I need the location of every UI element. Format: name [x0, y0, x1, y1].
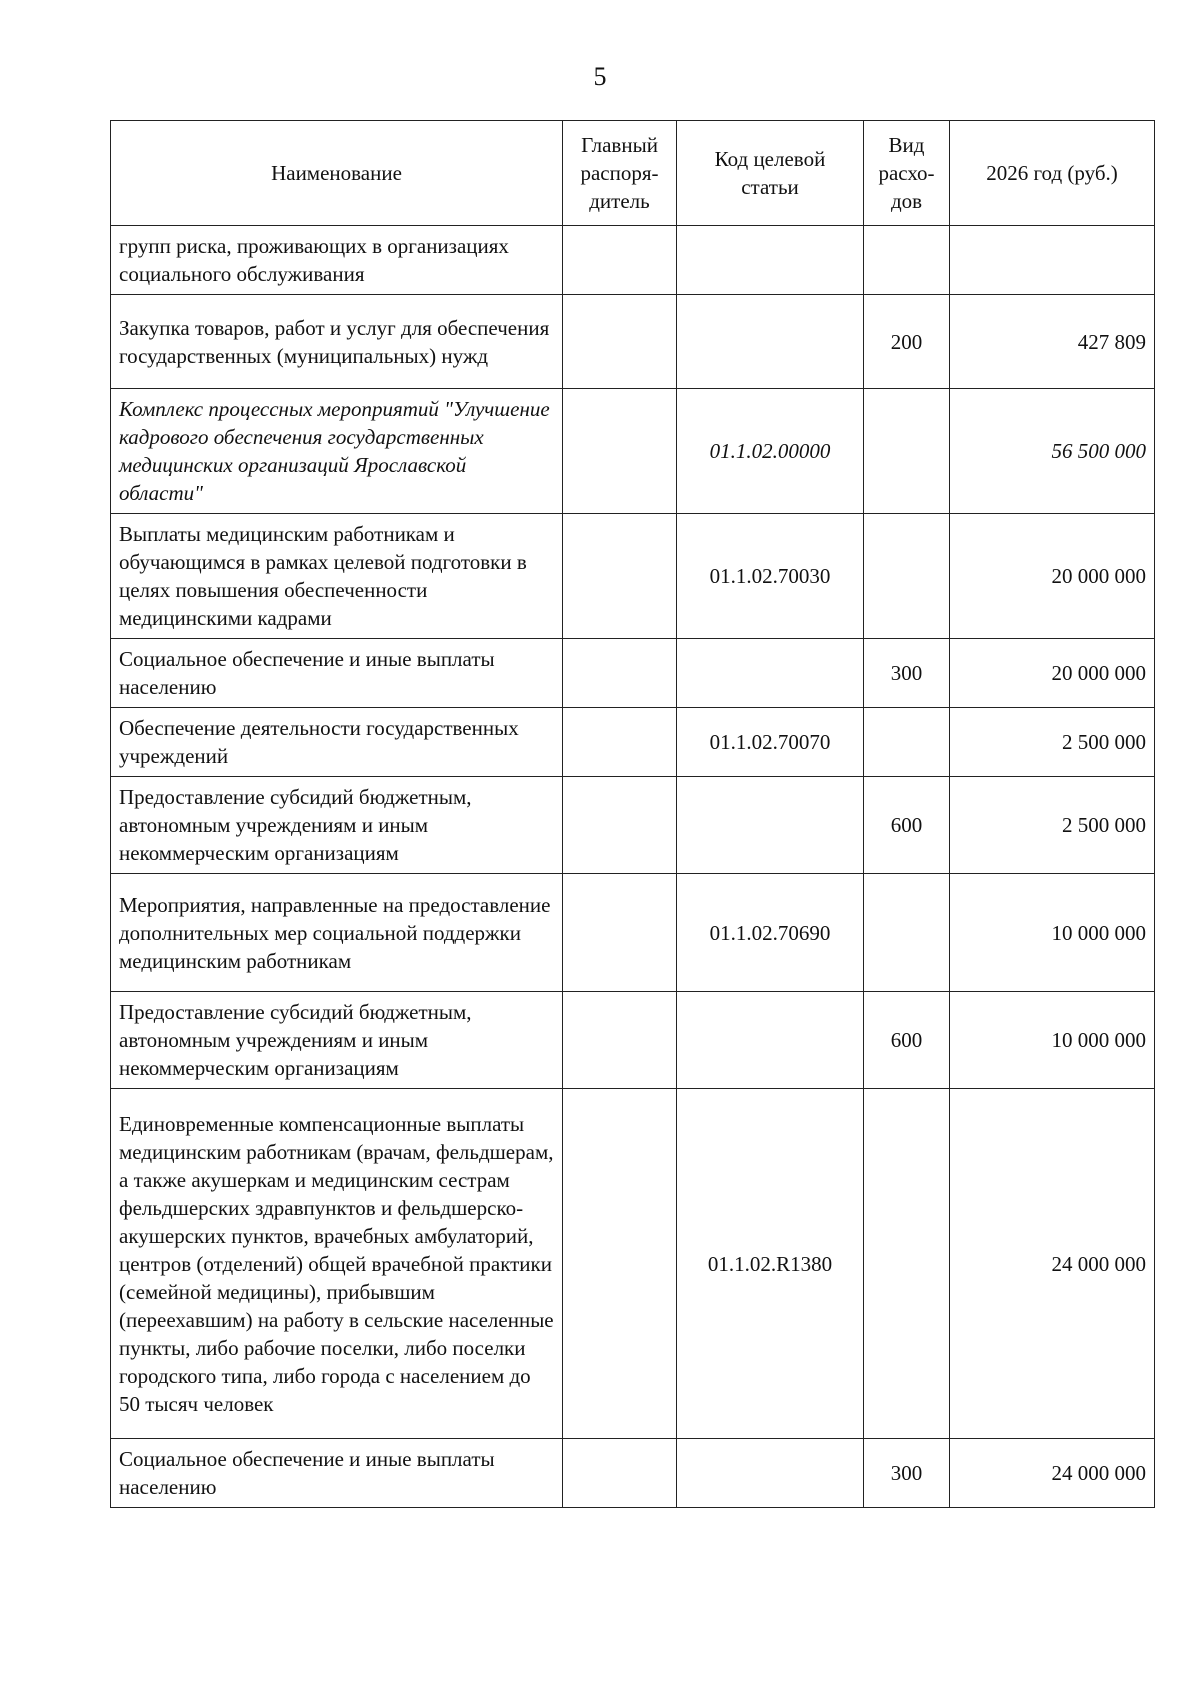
header-year-amount: 2026 год (руб.): [950, 121, 1155, 226]
cell-main-manager: [563, 514, 677, 639]
cell-name: Предоставление субсидий бюджетным, автономным учреждениям и иным некоммерческим организациям: [111, 777, 563, 874]
table-row: [111, 874, 1155, 992]
cell-expense-kind: 300: [864, 1439, 950, 1508]
cell-amount: 2 500 000: [950, 708, 1155, 777]
cell-target-code: 01.1.02.R1380: [677, 1089, 864, 1439]
cell-amount: 20 000 000: [950, 639, 1155, 708]
cell-expense-kind: [864, 514, 950, 639]
cell-expense-kind: [864, 1089, 950, 1439]
cell-target-code: 01.1.02.70030: [677, 514, 864, 639]
table-row: [111, 295, 1155, 389]
cell-expense-kind: 600: [864, 992, 950, 1089]
cell-main-manager: [563, 1089, 677, 1439]
cell-name: Социальное обеспечение и иные выплаты населению: [111, 1439, 563, 1508]
table-row: [111, 708, 1155, 777]
budget-table: [110, 120, 1155, 1508]
cell-target-code: [677, 639, 864, 708]
table-body: [111, 226, 1155, 1508]
table-row: [111, 514, 1155, 639]
cell-expense-kind: [864, 708, 950, 777]
cell-name: Выплаты медицинским работникам и обучающимся в рамках целевой подготовки в целях повышения обеспеченности медицинскими кадрами: [111, 514, 563, 639]
table-header: [111, 121, 1155, 226]
cell-expense-kind: [864, 874, 950, 992]
cell-name: Закупка товаров, работ и услуг для обеспечения государственных (муниципальных) нужд: [111, 295, 563, 389]
cell-amount: 427 809: [950, 295, 1155, 389]
cell-name: Предоставление субсидий бюджетным, автономным учреждениям и иным некоммерческим организациям: [111, 992, 563, 1089]
cell-amount: 24 000 000: [950, 1439, 1155, 1508]
cell-target-code: 01.1.02.70070: [677, 708, 864, 777]
table-row: [111, 639, 1155, 708]
cell-name: Обеспечение деятельности государственных учреждений: [111, 708, 563, 777]
cell-name: групп риска, проживающих в организациях социального обслуживания: [111, 226, 563, 295]
cell-amount: [950, 226, 1155, 295]
table-row: [111, 389, 1155, 514]
cell-main-manager: [563, 874, 677, 992]
cell-amount: 20 000 000: [950, 514, 1155, 639]
cell-name: Комплекс процессных мероприятий "Улучшение кадрового обеспечения государственных медицинских организаций Ярославской области": [111, 389, 563, 514]
header-main-manager: Главный распоря-дитель: [563, 121, 677, 226]
cell-target-code: 01.1.02.00000: [677, 389, 864, 514]
table-row: [111, 1089, 1155, 1439]
cell-amount: 56 500 000: [950, 389, 1155, 514]
cell-amount: 24 000 000: [950, 1089, 1155, 1439]
cell-amount: 10 000 000: [950, 992, 1155, 1089]
cell-target-code: 01.1.02.70690: [677, 874, 864, 992]
table-row: [111, 992, 1155, 1089]
cell-main-manager: [563, 226, 677, 295]
header-row: [111, 121, 1155, 226]
cell-amount: 10 000 000: [950, 874, 1155, 992]
table-row: [111, 777, 1155, 874]
cell-target-code: [677, 226, 864, 295]
cell-expense-kind: 300: [864, 639, 950, 708]
cell-target-code: [677, 1439, 864, 1508]
cell-main-manager: [563, 1439, 677, 1508]
cell-expense-kind: 200: [864, 295, 950, 389]
cell-expense-kind: [864, 389, 950, 514]
cell-target-code: [677, 992, 864, 1089]
cell-target-code: [677, 777, 864, 874]
table-row: [111, 226, 1155, 295]
header-name: Наименование: [111, 121, 563, 226]
cell-main-manager: [563, 777, 677, 874]
cell-name: Единовременные компенсационные выплаты медицинским работникам (врачам, фельдшерам, а также акушеркам и медицинским сестрам фельдшерских здравпунктов и фельдшерско-акушерских пунктов, врачебных амбулаторий, центров (отделений) общей врачебной практики (семейной медицины), прибывшим (переехавшим) на работу в сельские населенные пункты, либо рабочие поселки, либо поселки городского типа, либо города с населением до 50 тысяч человек: [111, 1089, 563, 1439]
cell-main-manager: [563, 389, 677, 514]
cell-main-manager: [563, 295, 677, 389]
cell-main-manager: [563, 992, 677, 1089]
cell-expense-kind: [864, 226, 950, 295]
table-row: [111, 1439, 1155, 1508]
cell-main-manager: [563, 639, 677, 708]
cell-expense-kind: 600: [864, 777, 950, 874]
cell-name: Мероприятия, направленные на предоставление дополнительных мер социальной поддержки медицинским работникам: [111, 874, 563, 992]
page-number: 5: [593, 62, 607, 91]
cell-name: Социальное обеспечение и иные выплаты населению: [111, 639, 563, 708]
header-target-code: Код целевой статьи: [677, 121, 864, 226]
cell-amount: 2 500 000: [950, 777, 1155, 874]
header-expense-kind: Вид расхо-дов: [864, 121, 950, 226]
cell-main-manager: [563, 708, 677, 777]
cell-target-code: [677, 295, 864, 389]
